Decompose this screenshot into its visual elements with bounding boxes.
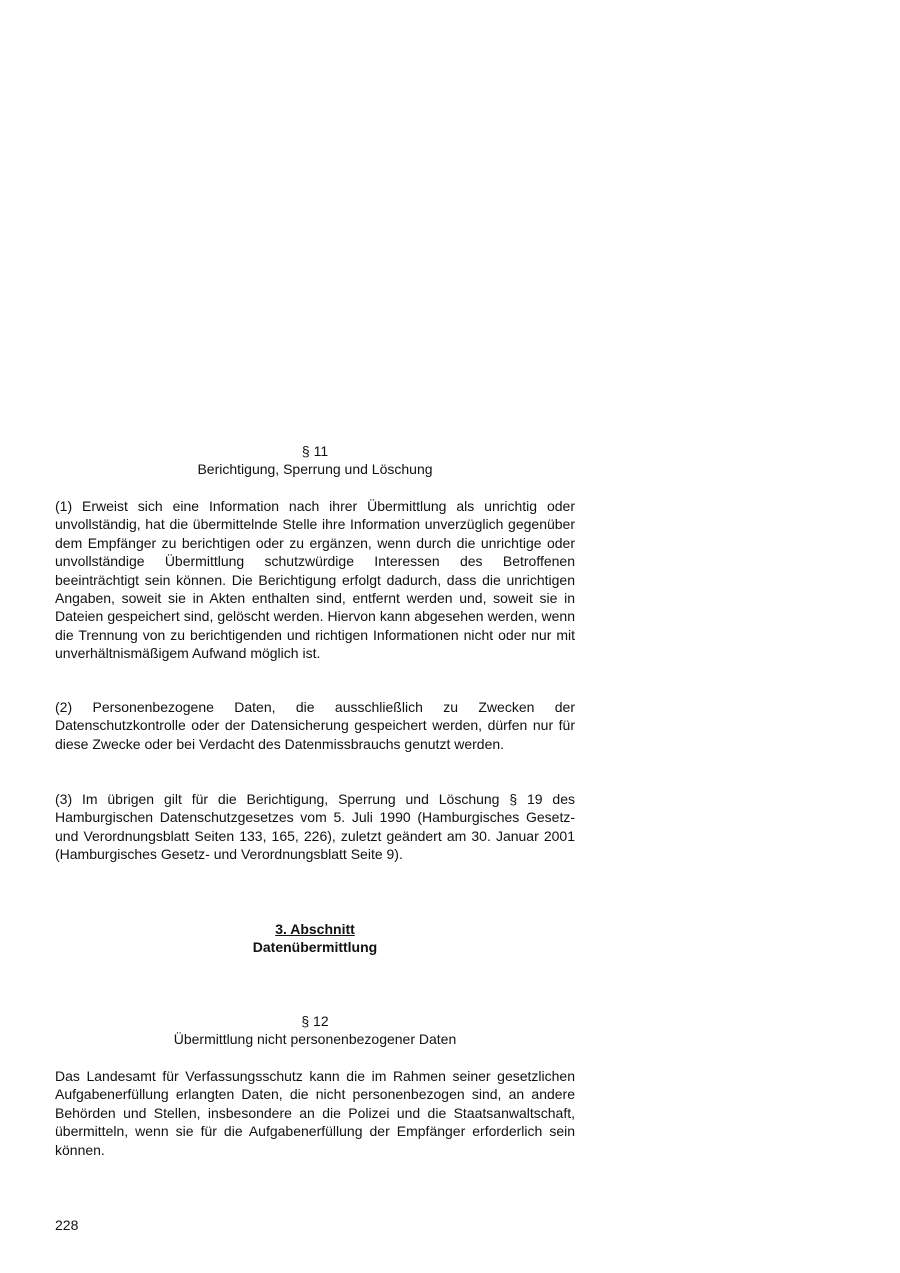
page-number: 228 xyxy=(55,1217,79,1233)
section-11-paragraph-3: (3) Im übrigen gilt für die Berichtigung, Sperrung und Löschung § 19 des Hamburgischen Datenschutzgesetzes vom 5. Juli 1990 (Hamburgisches Gesetz- und Verordnungsblatt Seiten 133, 165, 226), zuletzt geändert am 30. Januar 2001 (Hamburgisches Gesetz- und Verordnungsblatt Seite 9). xyxy=(55,791,575,863)
section-11-paragraph-2: (2) Personenbezogene Daten, die ausschließlich zu Zwecken der Datenschutzkontrolle oder der Datensicherung gespeichert werden, dürfen nur für diese Zwecke oder bei Verdacht des Datenmissbrauchs genutzt werden. xyxy=(55,699,575,752)
section-12-heading xyxy=(55,1012,575,1048)
section-12-title: Übermittlung nicht personenbezogener Daten xyxy=(173,1031,457,1047)
section-11-title: Berichtigung, Sperrung und Löschung xyxy=(197,461,433,477)
chapter-3-heading xyxy=(55,920,575,956)
section-11-heading xyxy=(55,442,575,478)
section-11-number: § 11 xyxy=(301,443,329,459)
section-12-number: § 12 xyxy=(301,1013,329,1029)
chapter-3-number: 3. Abschnitt xyxy=(275,921,355,937)
section-12-paragraph-1: Das Landesamt für Verfassungsschutz kann die im Rahmen seiner gesetzlichen Aufgabenerfüllung erlangten Daten, die nicht personenbezogen sind, an andere Behörden und Stellen, insbesondere an die Polizei und die Staatsanwaltschaft, übermitteln, wenn sie für die Aufgabenerfüllung der Empfänger erforderlich sein können. xyxy=(55,1068,575,1158)
section-11-paragraph-1: (1) Erweist sich eine Information nach ihrer Übermittlung als unrichtig oder unvollständig, hat die übermittelnde Stelle ihre Information unverzüglich gegenüber dem Empfänger zu berichtigen oder zu ergänzen, wenn durch die unrichtige oder unvollständige Übermittlung schutzwürdige Interessen des Betroffenen beeinträchtigt sein können. Die Berichtigung erfolgt dadurch, dass die unrichtigen Angaben, soweit sie in Akten enthalten sind, entfernt werden und, soweit sie in Dateien gespeichert sind, gelöscht werden. Hiervon kann abgesehen werden, wenn die Trennung von zu berichtigenden und richtigen Informationen nicht oder nur mit unverhältnismäßigem Aufwand möglich ist. xyxy=(55,498,575,662)
chapter-3-title: Datenübermittlung xyxy=(252,939,378,955)
